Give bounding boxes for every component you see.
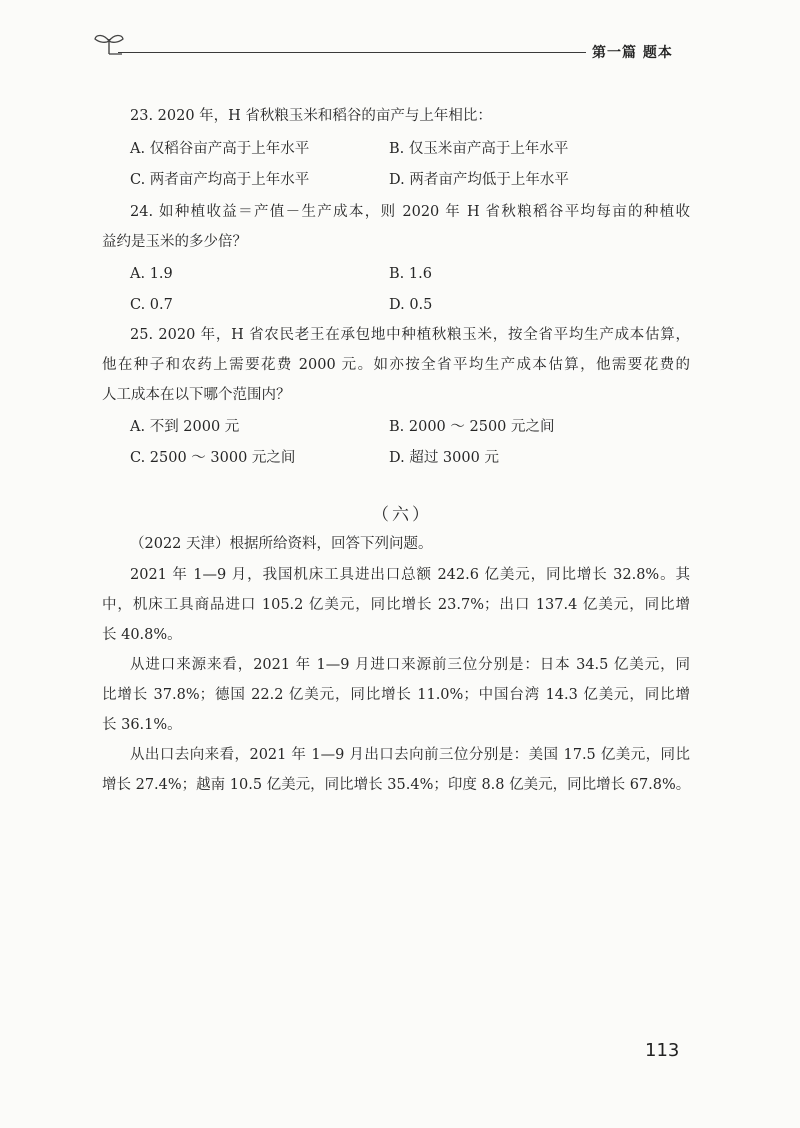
page-number: 113 <box>645 1040 680 1061</box>
question-24-stem-line2: 益约是玉米的多少倍？ <box>102 234 247 250</box>
section-six-para3-line2: 增长 27.4%；越南 10.5 亿美元，同比增长 35.4%；印度 8.8 亿美元，同比增长 67.8%。 <box>102 777 691 793</box>
section-six-para1-line2: 中，机床工具商品进口 105.2 亿美元，同比增长 23.7%；出口 137.4 亿美元，同比增 <box>102 597 690 613</box>
question-24-option-b: B. 1.6 <box>389 266 432 282</box>
question-25-option-c: C. 2500 ～ 3000 元之间 <box>130 450 296 466</box>
question-24-option-a: A. 1.9 <box>130 266 173 282</box>
section-six-para1-line3: 长 40.8%。 <box>102 627 182 643</box>
question-25-stem-line1: 25. 2020 年，H 省农民老王在承包地中种植秋粮玉米，按全省平均生产成本估算， <box>130 327 690 343</box>
header-rule <box>118 52 586 53</box>
question-23-option-a: A. 仅稻谷亩产高于上年水平 <box>130 141 310 157</box>
section-six-para2-line2: 比增长 37.8%；德国 22.2 亿美元，同比增长 11.0%；中国台湾 14.3 亿美元，同比增 <box>102 687 690 703</box>
section-six-title: （六） <box>372 505 432 525</box>
question-23-option-b: B. 仅玉米亩产高于上年水平 <box>389 141 569 157</box>
question-23-stem: 23. 2020 年，H 省秋粮玉米和稻谷的亩产与上年相比： <box>130 108 492 124</box>
section-six-intro: （2022 天津）根据所给资料，回答下列问题。 <box>130 536 433 552</box>
question-25-option-d: D. 超过 3000 元 <box>389 450 499 466</box>
question-25-option-a: A. 不到 2000 元 <box>130 419 240 435</box>
question-25-option-b: B. 2000 ～ 2500 元之间 <box>389 419 555 435</box>
section-six-para2-line1: 从进口来源来看，2021 年 1—9 月进口来源前三位分别是：日本 34.5 亿美元，同 <box>130 657 690 673</box>
section-six-para2-line3: 长 36.1%。 <box>102 717 182 733</box>
section-six-para3-line1: 从出口去向来看，2021 年 1—9 月出口去向前三位分别是：美国 17.5 亿美元，同比 <box>130 747 690 763</box>
question-23-option-c: C. 两者亩产均高于上年水平 <box>130 172 310 188</box>
question-25-stem-line3: 人工成本在以下哪个范围内？ <box>102 387 291 403</box>
question-24-stem-line1: 24. 如种植收益＝产值－生产成本，则 2020 年 H 省秋粮稻谷平均每亩的种植收 <box>130 204 690 220</box>
section-six-para1-line1: 2021 年 1—9 月，我国机床工具进出口总额 242.6 亿美元，同比增长 32.8%。其 <box>130 567 690 583</box>
question-25-stem-line2: 他在种子和农药上需要花费 2000 元。如亦按全省平均生产成本估算，他需要花费的 <box>102 357 690 373</box>
question-24-option-d: D. 0.5 <box>389 297 433 313</box>
question-23-option-d: D. 两者亩产均低于上年水平 <box>389 172 569 188</box>
question-24-option-c: C. 0.7 <box>130 297 173 313</box>
header-section-title: 第一篇 题本 <box>592 45 673 61</box>
